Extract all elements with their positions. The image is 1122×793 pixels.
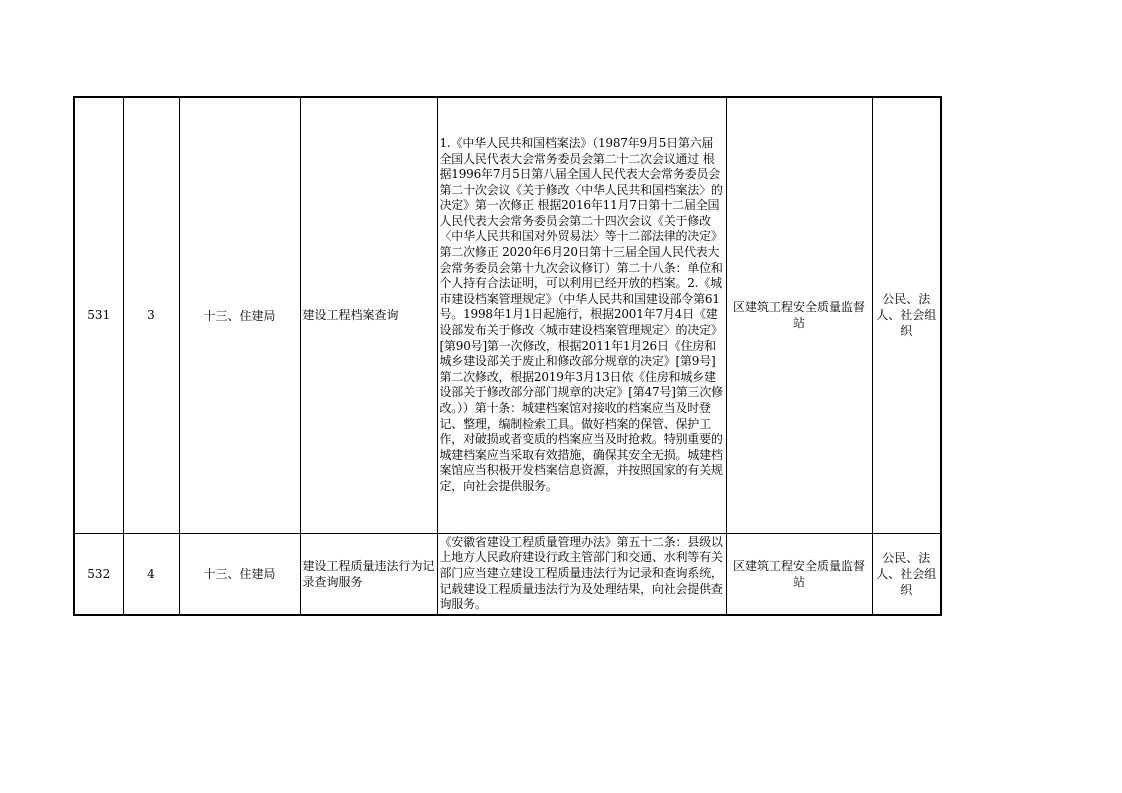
table-row <box>74 97 941 533</box>
department-cell: 十三、住建局 <box>179 97 300 533</box>
department-cell: 十三、住建局 <box>179 533 300 615</box>
unit-cell: 区建筑工程安全质量监督站 <box>726 97 872 533</box>
seq-cell: 531 <box>74 97 123 533</box>
legal-basis-cell: 1.《中华人民共和国档案法》（1987年9月5日第六届全国人民代表大会常务委员会第二十二次会议通过 根据1996年7月5日第八届全国人民代表大会常务委员会第二十次会议《关于修改〈中华人民共和国档案法〉的决定》第一次修正 根据2016年11月7日第十二届全国人民代表大会常务委员会第二十四次会议《关于修改〈中华人民共和国对外贸易法〉等十二部法律的决定》第二次修正 2020年6月20日第十三届全国人民代表大会常务委员会第十九次会议修订）第二十八条：单位和个人持有合法证明，可以利用已经开放的档案。2.《城市建设档案管理规定》（中华人民共和国建设部令第61号。1998年1月1日起施行，根据2001年7月4日《建设部发布关于修改〈城市建设档案管理规定〉的决定》[第90号]第一次修改，根据2011年1月26日《住房和城乡建设部关于废止和修改部分规章的决定》[第9号]第二次修改，根据2019年3月13日依《住房和城乡建设部关于修改部分部门规章的决定》[第47号]第三次修改。））第十条：城建档案馆对接收的档案应当及时登记、整理，编制检索工具。做好档案的保管、保护工作，对破损或者变质的档案应当及时抢救。特别重要的城建档案应当采取有效措施，确保其安全无损。城建档案馆应当积极开发档案信息资源，并按照国家的有关规定，向社会提供服务。 <box>437 97 726 533</box>
sub-seq-cell: 4 <box>123 533 179 615</box>
table-row <box>74 533 941 615</box>
target-cell: 公民、法人、社会组织 <box>872 97 941 533</box>
item-name-cell: 建设工程质量违法行为记录查询服务 <box>300 533 437 615</box>
service-items-table <box>73 96 942 616</box>
target-cell: 公民、法人、社会组织 <box>872 533 941 615</box>
item-name-cell: 建设工程档案查询 <box>300 97 437 533</box>
legal-basis-cell: 《安徽省建设工程质量管理办法》第五十二条：县级以上地方人民政府建设行政主管部门和交通、水利等有关部门应当建立建设工程质量违法行为记录和查询系统，记载建设工程质量违法行为及处理结果，向社会提供查询服务。 <box>437 533 726 615</box>
unit-cell: 区建筑工程安全质量监督站 <box>726 533 872 615</box>
seq-cell: 532 <box>74 533 123 615</box>
sub-seq-cell: 3 <box>123 97 179 533</box>
